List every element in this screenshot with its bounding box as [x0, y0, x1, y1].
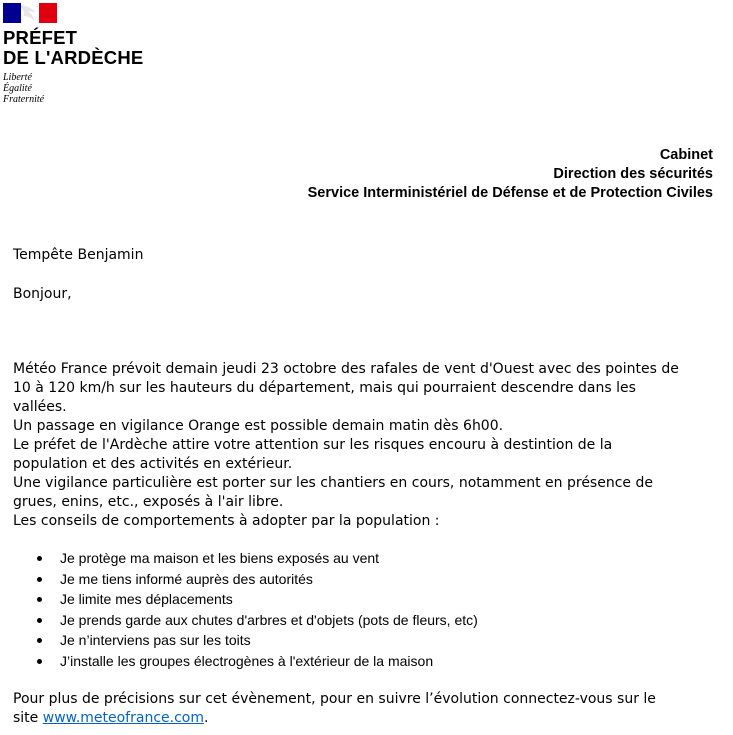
header-service: Service Interministériel de Défense et de Protection Civiles [307, 185, 713, 201]
bullet-icon [37, 659, 42, 664]
motto-egalite: Égalité [3, 83, 32, 94]
paragraph-line: Une vigilance particulière est porter sur les chantiers en cours, notamment en présence de [13, 475, 653, 491]
paragraph-line: Le préfet de l'Ardèche attire votre attention sur les risques encouru à destintion de la [13, 437, 613, 453]
paragraph-line: grues, enins, etc., exposés à l'air libre. [13, 494, 284, 510]
bullet-icon [37, 597, 42, 602]
list-item [13, 651, 478, 672]
list-item [13, 589, 478, 610]
advice-list [13, 548, 478, 672]
prefecture-name-line2: DE L'ARDÈCHE [3, 47, 144, 68]
paragraph-line: population et des activités en extérieur. [13, 456, 293, 472]
sender-header [308, 146, 713, 203]
header-direction: Direction des sécurités [553, 166, 713, 182]
bullet-icon [37, 618, 42, 623]
list-item-text: Je n’interviens pas sur les toits [60, 632, 251, 649]
bullet-icon [37, 638, 42, 643]
footer-prefix: site [13, 710, 43, 726]
french-flag-icon [3, 3, 57, 23]
paragraph-line: 10 à 120 km/h sur les hauteurs du département, mais qui pourraient descendre dans les [13, 380, 636, 396]
motto-liberte: Liberté [3, 72, 32, 83]
footer-line1: Pour plus de précisions sur cet évènement, pour en suivre l’évolution connectez-vous sur le [13, 691, 656, 707]
bullet-icon [37, 556, 42, 561]
footer-paragraph [13, 690, 718, 728]
motto-fraternite: Fraternité [3, 94, 45, 105]
list-item-text: Je me tiens informé auprès des autorités [60, 570, 313, 587]
main-paragraph [13, 360, 718, 531]
list-item [13, 569, 478, 590]
paragraph-line: Les conseils de comportements à adopter par la population : [13, 513, 440, 529]
paragraph-line: Météo France prévoit demain jeudi 23 octobre des rafales de vent d'Ouest avec des pointes de [13, 361, 679, 377]
list-item [13, 610, 478, 631]
bullet-icon [37, 577, 42, 582]
list-item-text: Je limite mes déplacements [60, 591, 233, 608]
paragraph-line: Un passage en vigilance Orange est possible demain matin dès 6h00. [13, 418, 504, 434]
republic-motto [3, 72, 143, 105]
list-item-text: Je protège ma maison et les biens exposés au vent [60, 550, 380, 566]
header-cabinet: Cabinet [659, 147, 713, 163]
list-item-text: Je prends garde aux chutes d'arbres et d'objets (pots de fleurs, etc) [60, 611, 478, 628]
footer-line2 [13, 709, 718, 728]
footer-suffix: . [203, 710, 209, 726]
list-item [13, 630, 478, 651]
prefecture-name-line1: PRÉFET [3, 27, 78, 48]
prefecture-name [3, 28, 143, 68]
list-item [13, 548, 478, 569]
paragraph-line: vallées. [13, 399, 67, 415]
prefecture-logo [3, 3, 143, 105]
subject-line: Tempête Benjamin [13, 247, 144, 263]
meteofrance-link[interactable]: www.meteofrance.com [42, 710, 204, 726]
list-item-text: J’installe les groupes électrogènes à l'extérieur de la maison [60, 652, 434, 669]
greeting: Bonjour, [13, 286, 72, 302]
